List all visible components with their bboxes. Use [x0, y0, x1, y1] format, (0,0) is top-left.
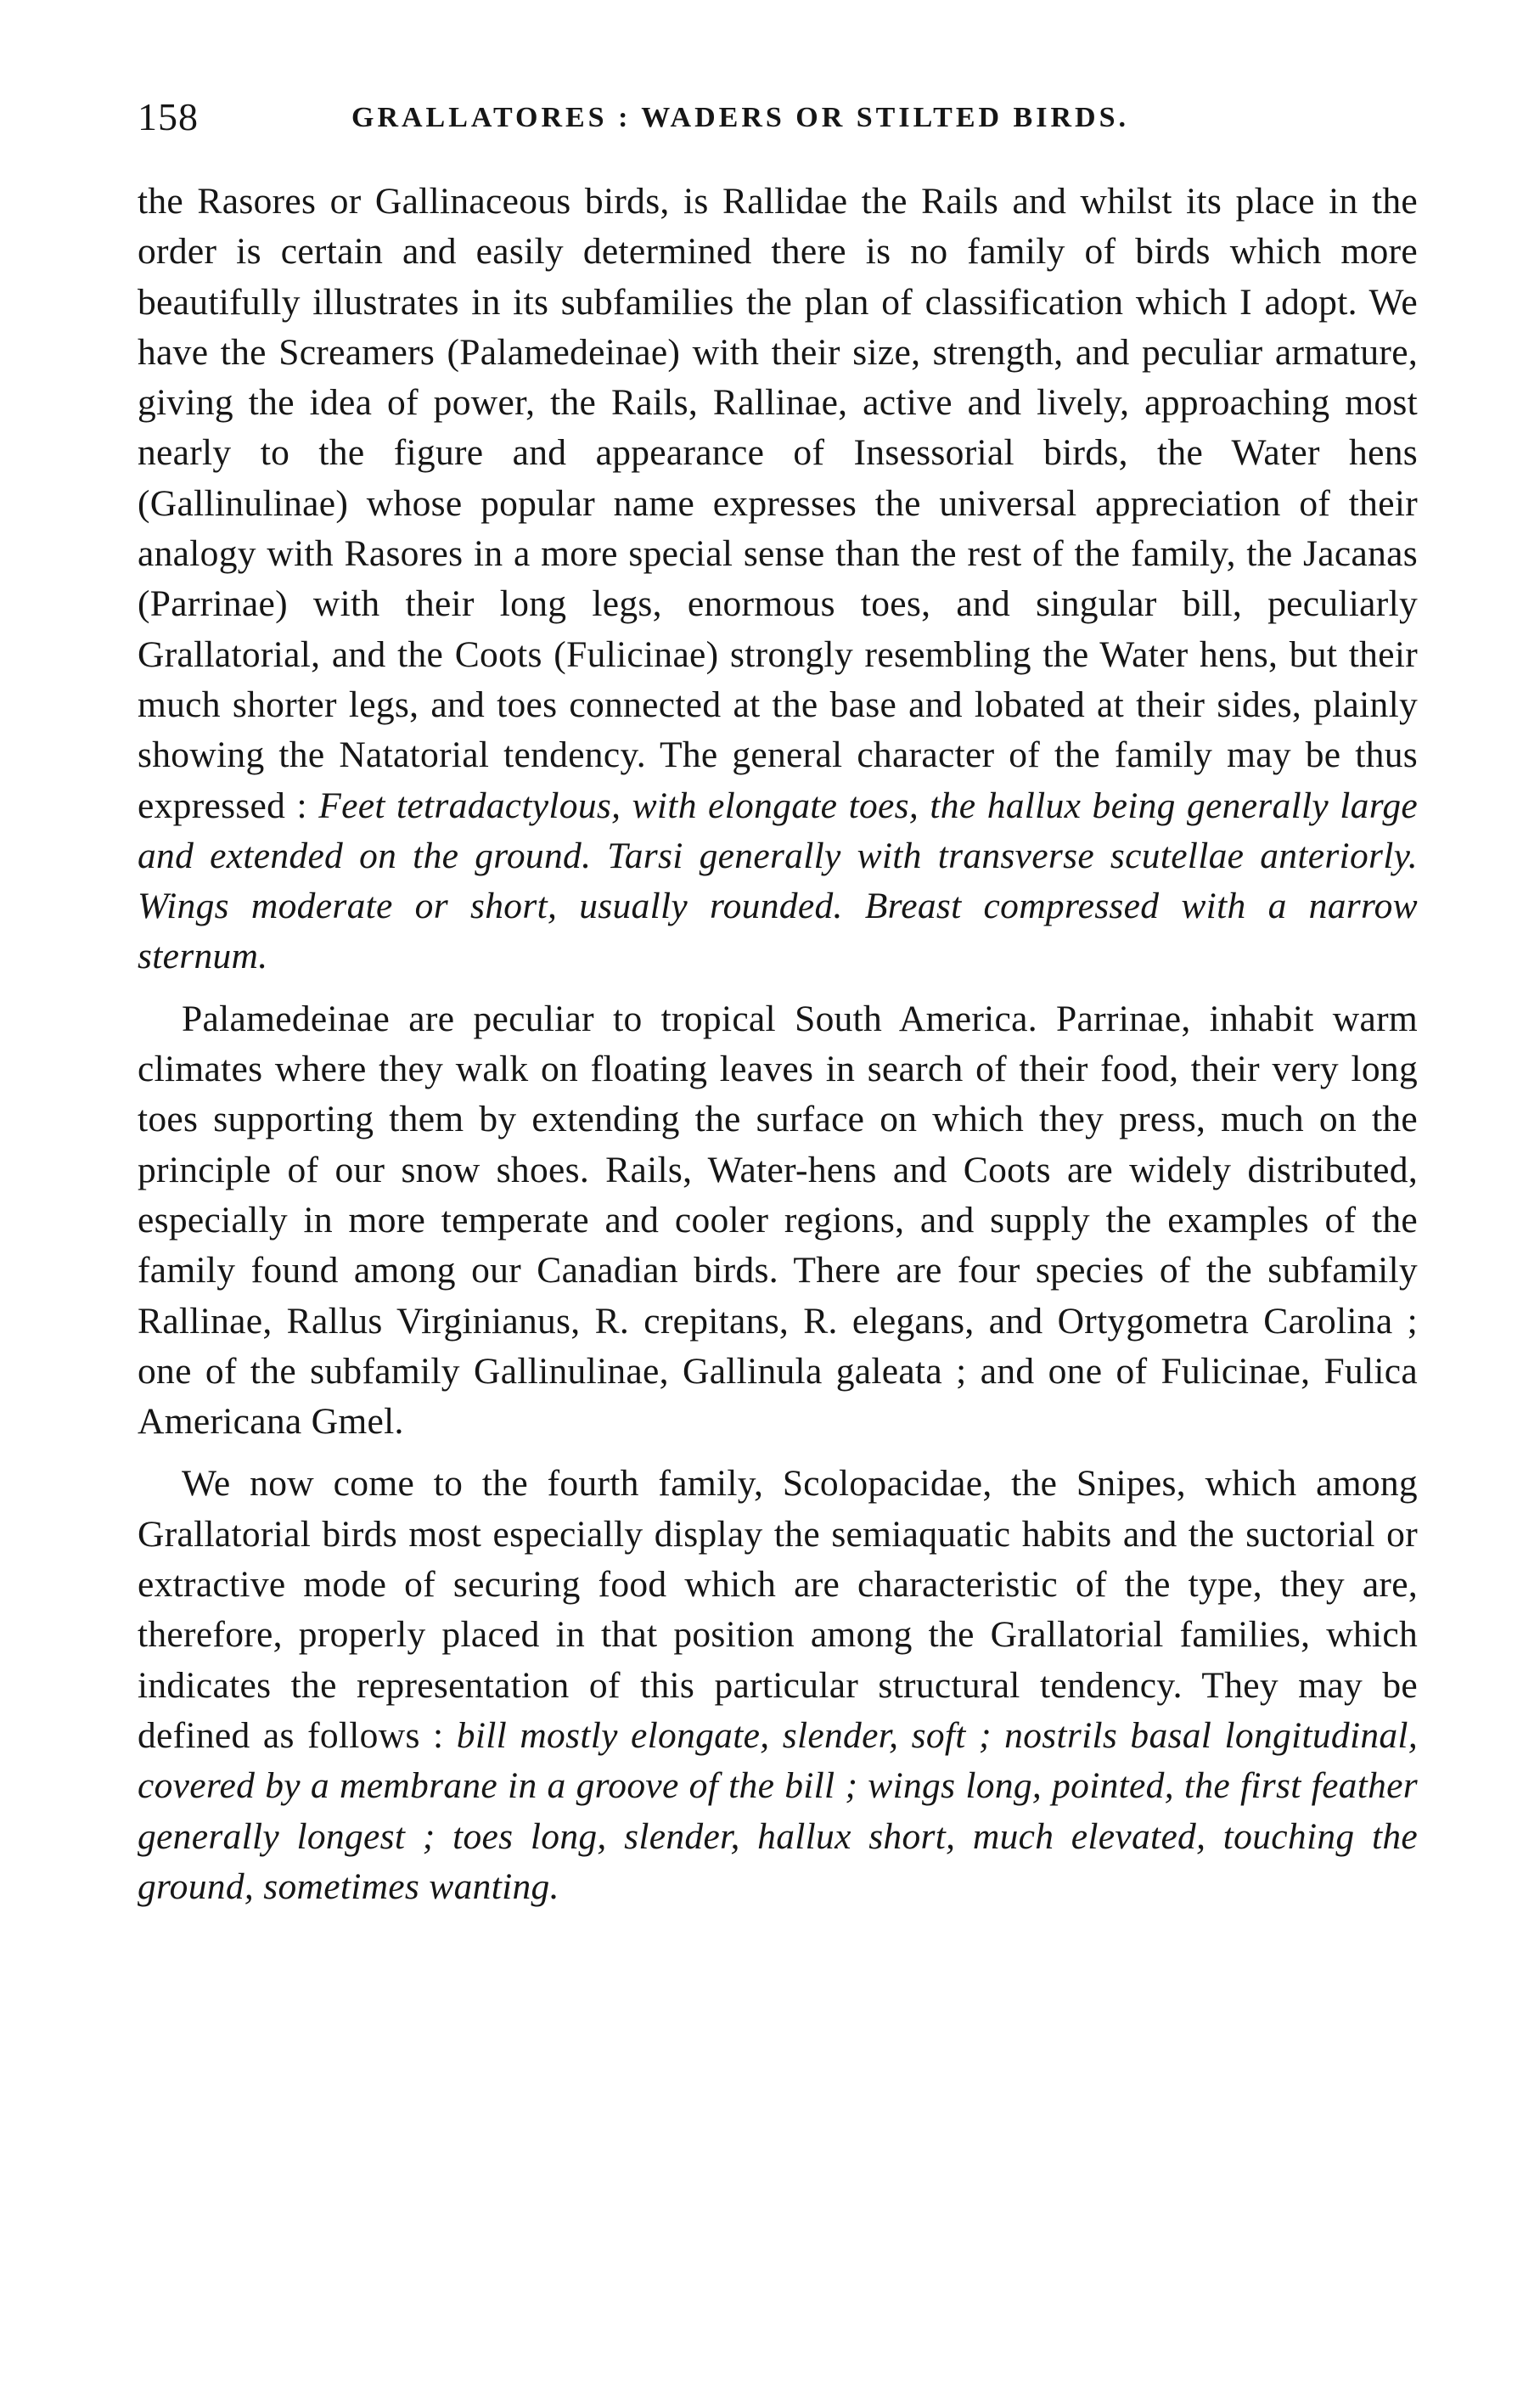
- paragraph-scolopacidae: [138, 1459, 1418, 1912]
- running-head: [138, 92, 1419, 143]
- page-number: 158: [138, 95, 199, 138]
- paragraph-text: We now come to the fourth family, Scolopacidae, the Snipes, which among Grallatorial birds most especially display the semiaquatic habits and the suctorial or extractive mode of securing food which are characteristic of the type, they are, therefore, properly placed in that position among the Grallatorial families, which indicates the representation of this particular structural tendency. They may be defined as follows :: [138, 1463, 1418, 1756]
- paragraph-text: the Rasores or Gallinaceous birds, is Rallidae the Rails and whilst its place in the order is certain and easily determined there is no family of birds which more beautifully illustrates in its subfamilies the plan of classification which I adopt. We have the Screamers (Palamedeinae) with their size, strength, and peculiar armature, giving the idea of power, the Rails, Rallinae, active and lively, approaching most nearly to the figure and appearance of Insessorial birds, the Water hens (Gallinulinae) whose popular name expresses the universal appreciation of their analogy with Rasores in a more special sense than the rest of the family, the Jacanas (Parrinae) with their long legs, enormous toes, and singular bill, peculiarly Grallatorial, and the Coots (Fulicinae) strongly resembling the Water hens, but their much shorter legs, and toes connected at the base and lobated at their sides, plainly showing the Natatorial tendency. The general character of the family may be thus expressed :: [138, 181, 1418, 826]
- paragraph-text: Palamedeinae are peculiar to tropical South America. Parrinae, inhabit warm climates where they walk on floating leaves in search of their food, their very long toes supporting them by extending the surface on which they press, much on the principle of our snow shoes. Rails, Water-hens and Coots are widely distributed, especially in more temperate and cooler regions, and supply the examples of the family found among our Canadian birds. There are four species of the subfamily Rallinae, Rallus Virginianus, R. crepitans, R. elegans, and Ortygometra Carolina ; one of the subfamily Gallinulinae, Gallinula galeata ; and one of Fulicinae, Fulica Americana Gmel.: [138, 998, 1418, 1443]
- body-text: [138, 177, 1418, 1912]
- running-title: GRALLATORES : WADERS OR STILTED BIRDS.: [351, 102, 1129, 133]
- paragraph-distribution: [138, 994, 1418, 1448]
- paragraph-italic-text: bill mostly elongate, slender, soft ; nostrils basal longitudinal, covered by a membrane in a groove of the bill ; wings long, pointed, the first feather generally longest ; toes long, slender, hallux short, much elevated, touching the ground, sometimes wanting.: [138, 1714, 1418, 1907]
- paragraph-italic-text: Feet tetradactylous, with elongate toes, the hallux being generally large and extended on the ground. Tarsi generally with transverse scutellae anteriorly. Wings moderate or short, usually rounded. Breast compressed with a narrow sternum.: [138, 785, 1418, 977]
- paragraph-rallidae: [138, 177, 1418, 982]
